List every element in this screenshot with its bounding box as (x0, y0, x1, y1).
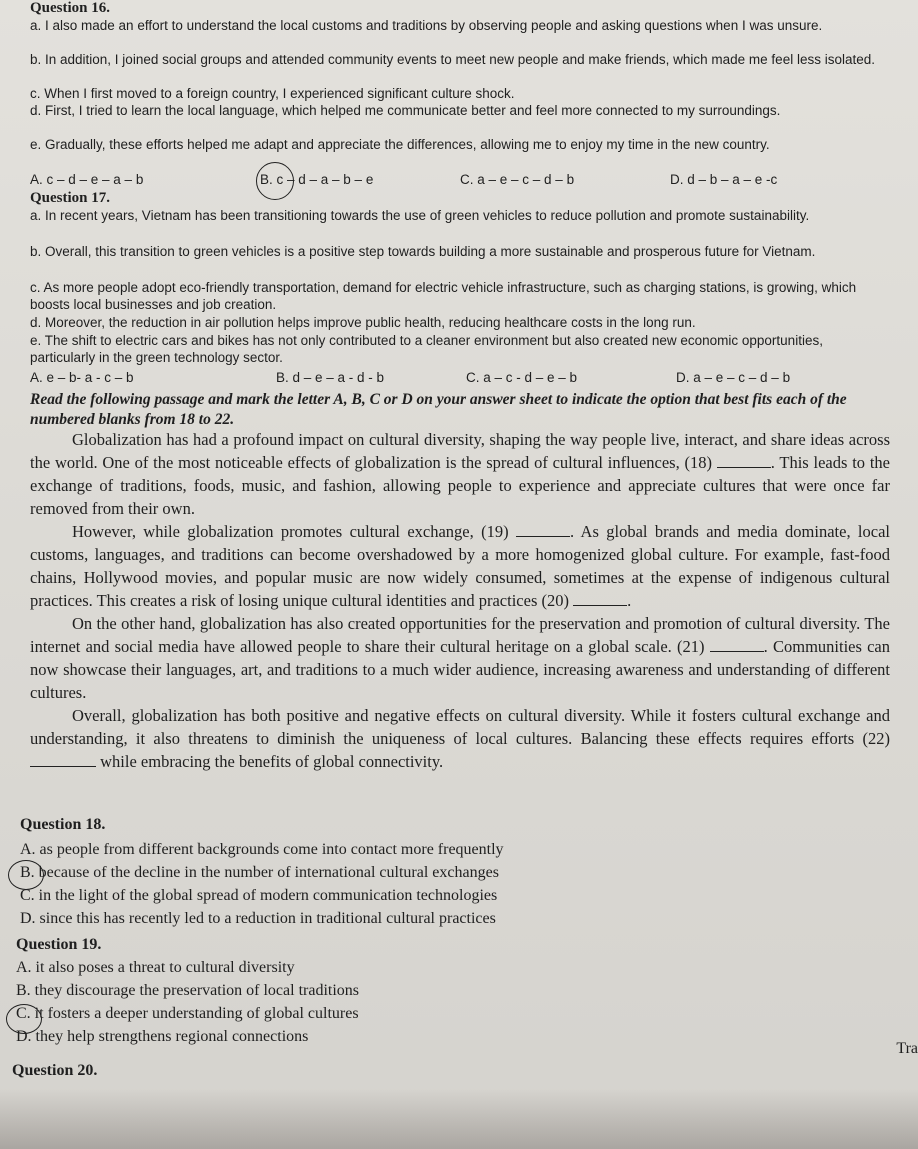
cut-off-edge-text: Tra (896, 1040, 918, 1057)
q17-sentence-e: e. The shift to electric cars and bikes has not only contributed to a cleaner environment but also created new economic opportunities, particularly in the green technology sector. (30, 333, 823, 365)
q16-option-d[interactable]: D. d – b – a – e -c (670, 172, 778, 187)
q16-sentence-a: a. I also made an effort to understand the local customs and traditions by observing people and asking questions when I was unsure. (30, 18, 823, 33)
p2-text-b: . As global brands and media dominate, local customs, languages, and traditions can become overshadowed by a more homogenized global culture. For example, fast-food chains, Hollywood movies, and popular music are now widely consumed, sometimes at the expense of indigenous cultural practices. This creates a risk of losing unique cultural identities and practices (20) (30, 522, 890, 610)
q16-sentence-c: c. When I first moved to a foreign country, I experienced significant culture shock. (30, 86, 515, 101)
bottom-shadow (0, 1089, 918, 1149)
question-20-title: Question 20. (12, 1062, 98, 1079)
q16-option-b[interactable]: B. c – d – a – b – e (260, 172, 374, 187)
blank-22[interactable] (30, 752, 96, 767)
p2-text-a: However, while globalization promotes cultural exchange, (19) (72, 522, 516, 541)
q18-options (20, 838, 880, 930)
passage-paragraph-3 (30, 612, 890, 704)
passage-paragraph-4 (30, 704, 890, 773)
q19-answer-circle-mark (6, 1004, 42, 1034)
question-16-title: Question 16. (30, 0, 111, 16)
blank-18[interactable] (717, 453, 771, 468)
question-19-title: Question 19. (16, 936, 102, 953)
q19-option-b[interactable]: B. they discourage the preservation of local traditions (16, 982, 360, 999)
question-17-title: Question 17. (30, 190, 111, 206)
q18-answer-circle-mark (8, 860, 44, 890)
q17-sentence-b: b. Overall, this transition to green vehicles is a positive step towards building a more sustainable and prosperous future for Vietnam. (30, 244, 816, 259)
blank-20[interactable] (573, 591, 627, 606)
q16-sentence-d: d. First, I tried to learn the local language, which helped me communicate better and feel more connected to my surroundings. (30, 103, 781, 118)
q17-option-c[interactable]: C. a – c - d – e – b (466, 370, 578, 385)
q16-option-c[interactable]: C. a – e – c – d – b (460, 172, 575, 187)
passage-paragraph-1 (30, 428, 890, 520)
q17-options (30, 370, 890, 385)
q17-option-b[interactable]: B. d – e – a - d - b (276, 370, 385, 385)
q18-option-d[interactable]: D. since this has recently led to a reduction in traditional cultural practices (20, 910, 496, 927)
p2-text-c: . (627, 591, 632, 610)
q17-sentence-c: c. As more people adopt eco-friendly transportation, demand for electric vehicle infrastructure, such as charging stations, is growing, which boosts local businesses and job creation. (30, 280, 857, 312)
q19-options (16, 956, 876, 1048)
q16-sentence-e: e. Gradually, these efforts helped me adapt and appreciate the differences, allowing me to enjoy my time in the new country. (30, 137, 770, 152)
p1-text-a: Globalization has had a profound impact on cultural diversity, shaping the way people live, interact, and share ideas across the world. One of the most noticeable effects of globalization is the spread of cultural influences, (18) (30, 430, 890, 472)
q18-option-b[interactable]: B. because of the decline in the number of international cultural exchanges (20, 864, 499, 881)
p3-text-a: On the other hand, globalization has also created opportunities for the preservation and promotion of cultural diversity. The internet and social media have allowed people to share their cultural heritage on a global scale. (21) (30, 614, 890, 656)
q18-option-a[interactable]: A. as people from different backgrounds come into contact more frequently (20, 841, 504, 858)
q17-option-d[interactable]: D. a – e – c – d – b (676, 370, 791, 385)
q19-option-d[interactable]: D. they help strengthens regional connections (16, 1028, 309, 1045)
q17-sentence-a: a. In recent years, Vietnam has been transitioning towards the use of green vehicles to reduce pollution and promote sustainability. (30, 208, 810, 223)
p4-text-a: Overall, globalization has both positive and negative effects on cultural diversity. While it fosters cultural exchange and understanding, it also threatens to diminish the uniqueness of local cultures. Balancing these effects requires efforts (22) (30, 706, 890, 748)
p3-text-b: . Communities can now showcase their languages, art, and traditions to a much wider audience, increasing awareness and understanding of different cultures. (30, 637, 890, 702)
p1-text-b: . This leads to the exchange of traditions, foods, music, and fashion, allowing people to experience and appreciate cultures that were once far removed from their own. (30, 453, 890, 518)
q16-options (30, 172, 890, 187)
q19-option-c[interactable]: C. it fosters a deeper understanding of global cultures (16, 1005, 359, 1022)
passage-instruction: Read the following passage and mark the letter A, B, C or D on your answer sheet to indicate the option that best fits each of the numbered blanks from 18 to 22. (30, 391, 847, 428)
q19-option-a[interactable]: A. it also poses a threat to cultural diversity (16, 959, 295, 976)
blank-21[interactable] (710, 637, 764, 652)
q17-option-a[interactable]: A. e – b- a - c – b (30, 370, 134, 385)
p4-text-b: while embracing the benefits of global connectivity. (96, 752, 444, 771)
passage-paragraph-2 (30, 520, 890, 612)
q16-sentence-b: b. In addition, I joined social groups and attended community events to meet new people and make friends, which made me feel less isolated. (30, 52, 875, 67)
question-18-title: Question 18. (20, 816, 106, 833)
passage (30, 428, 890, 773)
blank-19[interactable] (516, 522, 570, 537)
q18-option-c[interactable]: C. in the light of the global spread of modern communication technologies (20, 887, 498, 904)
q16-option-a[interactable]: A. c – d – e – a – b (30, 172, 144, 187)
q17-sentence-d: d. Moreover, the reduction in air pollution helps improve public health, reducing healthcare costs in the long run. (30, 315, 696, 330)
